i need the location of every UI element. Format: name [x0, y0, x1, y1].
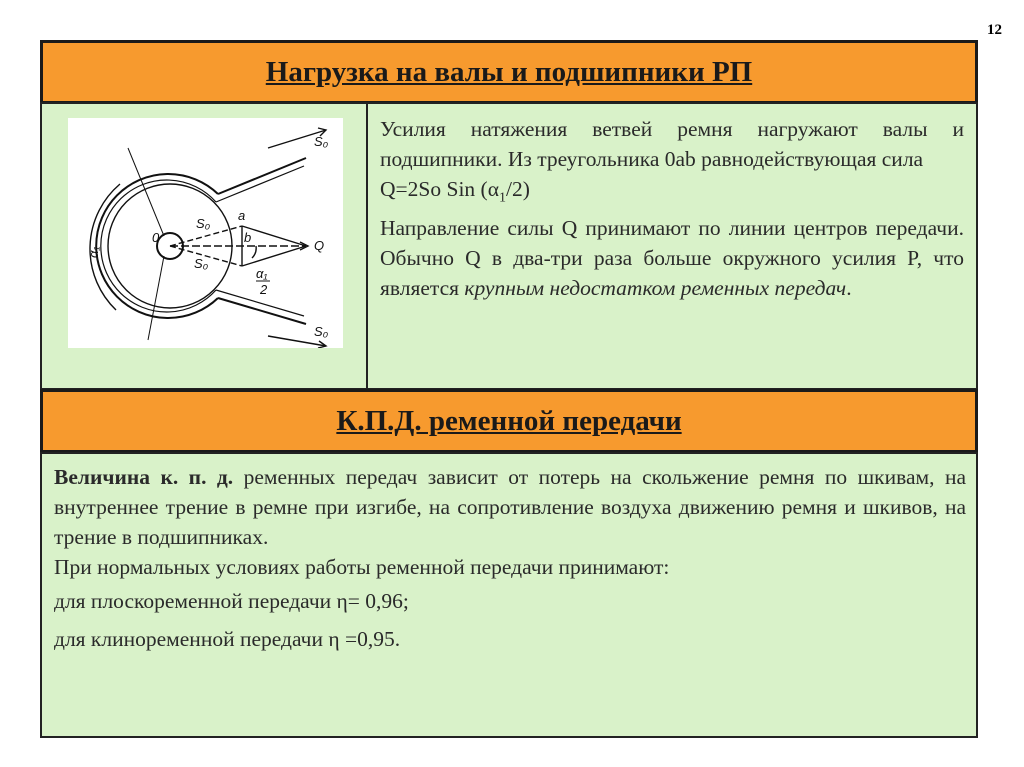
belt-diagram-svg [68, 118, 343, 348]
pointer-line-bottom [148, 256, 164, 340]
page-number: 12 [987, 22, 1002, 38]
alpha-half-arc [252, 246, 256, 258]
diagram-panel [40, 102, 367, 390]
section-title-efficiency: К.П.Д. ременной передачи [336, 404, 682, 437]
loads-paragraph-2: Направление силы Q принимают по линии центров передачи. Обычно Q в два-три раза больше окружного усилия P, что является крупным недостатком ременных передач. [380, 216, 964, 301]
section-header-efficiency [40, 389, 978, 453]
belt-top-outer [218, 158, 306, 194]
label-s0-inner-bottom: S₀ [194, 256, 209, 271]
label-o: 0 [152, 230, 160, 245]
label-s0-inner-top: S₀ [196, 216, 211, 231]
label-q: Q [314, 238, 325, 253]
belt-bottom-outer [218, 298, 306, 324]
label-s0-top: S₀ [314, 134, 329, 149]
label-s0-bottom: S₀ [314, 324, 329, 339]
section-title-loads: Нагрузка на валы и подшипники РП [265, 55, 753, 88]
loads-paragraph-1: Усилия натяжения ветвей ремня нагружают валы и подшипники. Из треугольника 0ab равнодействующая сила [380, 117, 964, 171]
efficiency-text-panel [40, 452, 978, 738]
belt-force-diagram [68, 118, 343, 348]
label-half-den: 2 [260, 282, 268, 297]
belt-top-inner [216, 166, 304, 202]
efficiency-flat-belt: для плоскоременной передачи η= 0,96; [54, 589, 409, 613]
section-header-loads [40, 40, 978, 104]
bottom-line [242, 246, 306, 266]
loads-italic-note: крупным недостатком ременных передач [464, 276, 847, 301]
loads-text-panel [366, 102, 978, 390]
label-alpha1: α₁ [86, 246, 101, 258]
label-b: b [244, 230, 252, 245]
efficiency-paragraph-1: Величина к. п. д. ременных передач зависит от потерь на скольжение ремня по шкивам, на внутреннее трение в ремне при изгибе, на сопротивление воздуха движению ремня и шкивов, на трение в подшипниках. [54, 465, 966, 549]
efficiency-v-belt: для клиноременной передачи η =0,95. [54, 627, 401, 651]
label-alpha-half: α₁ [256, 266, 268, 281]
pointer-line-top [128, 148, 164, 236]
efficiency-paragraph-2: При нормальных условиях работы ременной передачи принимают: [54, 555, 670, 579]
loads-formula: Q=2So Sin $(\alpha_1/2)$ [380, 177, 530, 206]
label-a: a [238, 208, 246, 223]
ab-line [242, 226, 306, 246]
